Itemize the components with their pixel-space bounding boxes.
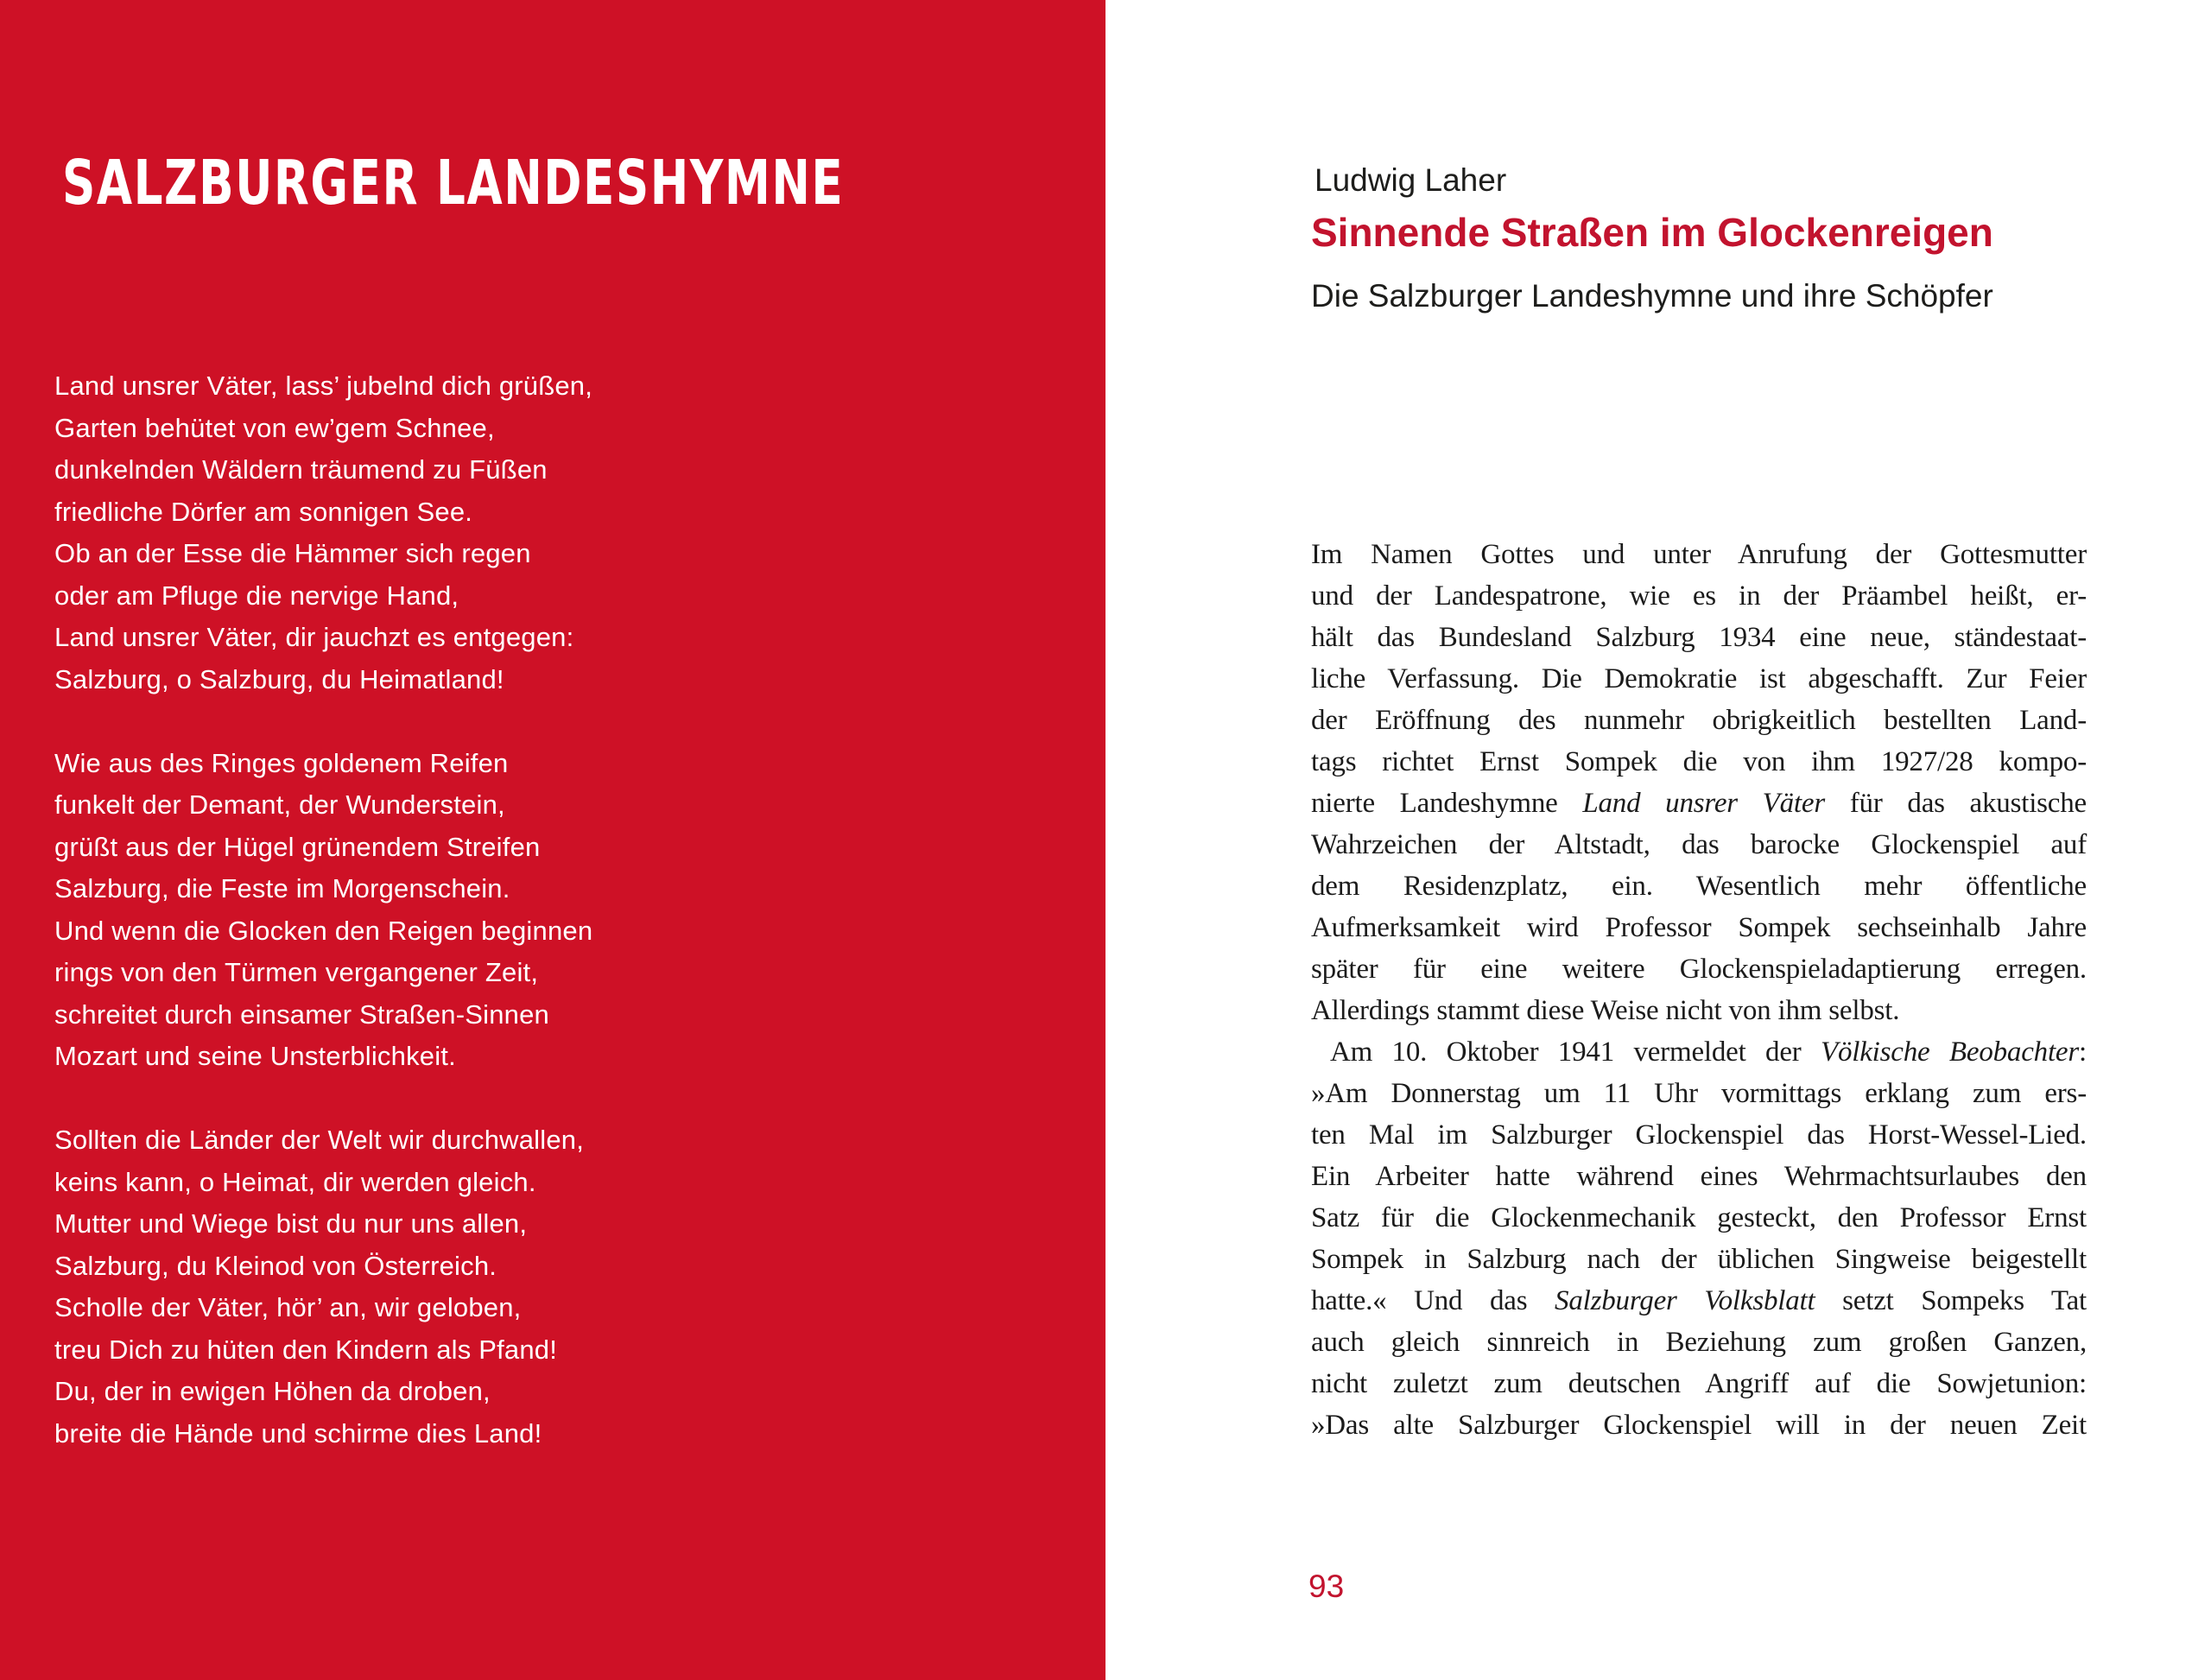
essay-line [1311, 1031, 2087, 1073]
essay-line [1311, 907, 2087, 948]
poem-line: Ob an der Esse die Hämmer sich regen [54, 538, 531, 568]
essay-paragraph [1311, 1031, 2087, 1446]
poem-line: rings von den Türmen vergangener Zeit, [54, 957, 539, 987]
body-text: »Das alte Salzburger Glockenspiel will in der neuen Zeit [1311, 1410, 2087, 1441]
body-text: hält das Bundesland Salzburg 1934 eine neue, ständestaat- [1311, 622, 2087, 653]
essay-line [1311, 1280, 2087, 1322]
body-text: und der Landespatrone, wie es in der Präambel heißt, er- [1311, 580, 2087, 612]
poem-line: Salzburg, o Salzburg, du Heimatland! [54, 663, 504, 694]
poem-line: keins kann, o Heimat, dir werden gleich. [54, 1166, 536, 1197]
body-text: liche Verfassung. Die Demokratie ist abgeschafft. Zur Feier [1311, 663, 2087, 694]
body-text: für das akustische [1825, 788, 2087, 819]
essay-line [1311, 1114, 2087, 1156]
poem-line: dunkelnden Wäldern träumend zu Füßen [54, 454, 548, 485]
body-text: Allerdings stammt diese Weise nicht von ihm selbst. [1311, 995, 1900, 1026]
essay-line [1311, 948, 2087, 990]
body-text: setzt Sompeks Tat [1815, 1285, 2087, 1316]
essay-body [1311, 534, 2087, 1446]
italic-text: Salzburger Volksblatt [1555, 1285, 1815, 1316]
essay-line [1311, 783, 2087, 824]
body-text: Wahrzeichen der Altstadt, das barocke Glockenspiel auf [1311, 829, 2087, 860]
essay-line [1311, 658, 2087, 700]
poem-line: Land unsrer Väter, lass’ jubelnd dich grüßen, [54, 371, 593, 401]
author-name: Ludwig Laher [1315, 162, 1507, 198]
essay-line [1311, 741, 2087, 783]
poem-line: Land unsrer Väter, dir jauchzt es entgegen: [54, 622, 574, 652]
poem-line: Salzburg, die Feste im Morgenschein. [54, 873, 510, 903]
page-number: 93 [1308, 1569, 1345, 1604]
body-text: Ein Arbeiter hatte während eines Wehrmachtsurlaubes den [1311, 1161, 2087, 1192]
poem-line: Wie aus des Ringes goldenem Reifen [54, 747, 509, 778]
right-page [1106, 0, 2211, 1680]
essay-paragraph [1311, 534, 2087, 1031]
poem-line: oder am Pfluge die nervige Hand, [54, 580, 459, 611]
poem-line: breite die Hände und schirme dies Land! [54, 1417, 542, 1449]
poem-line: Scholle der Väter, hör’ an, wir geloben, [54, 1292, 522, 1322]
poem-line: Salzburg, du Kleinod von Österreich. [54, 1250, 497, 1281]
poem-line: Und wenn die Glocken den Reigen beginnen [54, 915, 593, 946]
essay-line [1311, 1239, 2087, 1280]
body-text: nierte Landeshymne [1311, 788, 1583, 819]
poem-line: Mozart und seine Unsterblichkeit. [54, 1041, 456, 1071]
body-text: ten Mal im Salzburger Glockenspiel das Horst-Wessel-Lied. [1311, 1119, 2087, 1151]
body-text: später für eine weitere Glockenspieladaptierung erregen. [1311, 954, 2087, 985]
poem-stanza [54, 365, 592, 701]
poem-stanza [54, 1119, 592, 1455]
hymn-title: SALZBURGER LANDESHYMNE [62, 147, 845, 219]
body-text: Sompek in Salzburg nach der üblichen Singweise beigestellt [1311, 1244, 2087, 1275]
essay-line [1311, 1197, 2087, 1239]
essay-line [1311, 617, 2087, 658]
poem-line: friedliche Dörfer am sonnigen See. [54, 496, 473, 527]
italic-text: Land unsrer Väter [1582, 788, 1825, 819]
body-text: »Am Donnerstag um 11 Uhr vormittags erklang zum ers- [1311, 1078, 2087, 1109]
poem-line: Garten behütet von ew’gem Schnee, [54, 412, 495, 443]
essay-line [1311, 1363, 2087, 1404]
essay-line [1311, 990, 2087, 1031]
anthem-poem [54, 365, 592, 1455]
poem-line: funkelt der Demant, der Wunderstein, [54, 789, 505, 820]
essay-line [1311, 575, 2087, 617]
poem-line: Sollten die Länder der Welt wir durchwallen, [54, 1125, 585, 1155]
poem-line: treu Dich zu hüten den Kindern als Pfand! [54, 1334, 558, 1365]
body-text: Am 10. Oktober 1941 vermeldet der [1330, 1037, 1821, 1068]
poem-line: schreitet durch einsamer Straßen-Sinnen [54, 998, 549, 1030]
essay-title: Sinnende Straßen im Glockenreigen [1311, 210, 1993, 255]
essay-line [1311, 1156, 2087, 1197]
essay-line [1311, 1404, 2087, 1446]
essay-line [1311, 865, 2087, 907]
body-text: auch gleich sinnreich in Beziehung zum großen Ganzen, [1311, 1327, 2087, 1358]
body-text: tags richtet Ernst Sompek die von ihm 1927/28 kompo- [1311, 746, 2087, 777]
essay-line [1311, 700, 2087, 741]
body-text: dem Residenzplatz, ein. Wesentlich mehr öffentliche [1311, 871, 2087, 902]
poem-stanza [54, 743, 592, 1078]
essay-line [1311, 1073, 2087, 1114]
body-text: : [2079, 1037, 2087, 1068]
essay-subtitle: Die Salzburger Landeshymne und ihre Schöpfer [1311, 278, 1993, 314]
body-text: Im Namen Gottes und unter Anrufung der Gottesmutter [1311, 539, 2087, 570]
poem-line: Du, der in ewigen Höhen da droben, [54, 1376, 491, 1406]
essay-line [1311, 1322, 2087, 1363]
essay-line [1311, 824, 2087, 865]
body-text: nicht zuletzt zum deutschen Angriff auf die Sowjetunion: [1311, 1368, 2087, 1399]
italic-text: Völkische Beobachter [1821, 1037, 2080, 1068]
body-text: Aufmerksamkeit wird Professor Sompek sechseinhalb Jahre [1311, 912, 2087, 943]
body-text: Satz für die Glockenmechanik gesteckt, den Professor Ernst [1311, 1202, 2087, 1233]
poem-line: Mutter und Wiege bist du nur uns allen, [54, 1208, 528, 1239]
essay-line [1311, 534, 2087, 575]
poem-line: grüßt aus der Hügel grünendem Streifen [54, 831, 541, 862]
body-text: der Eröffnung des nunmehr obrigkeitlich bestellten Land- [1311, 705, 2087, 736]
body-text: hatte.« Und das [1311, 1285, 1555, 1316]
